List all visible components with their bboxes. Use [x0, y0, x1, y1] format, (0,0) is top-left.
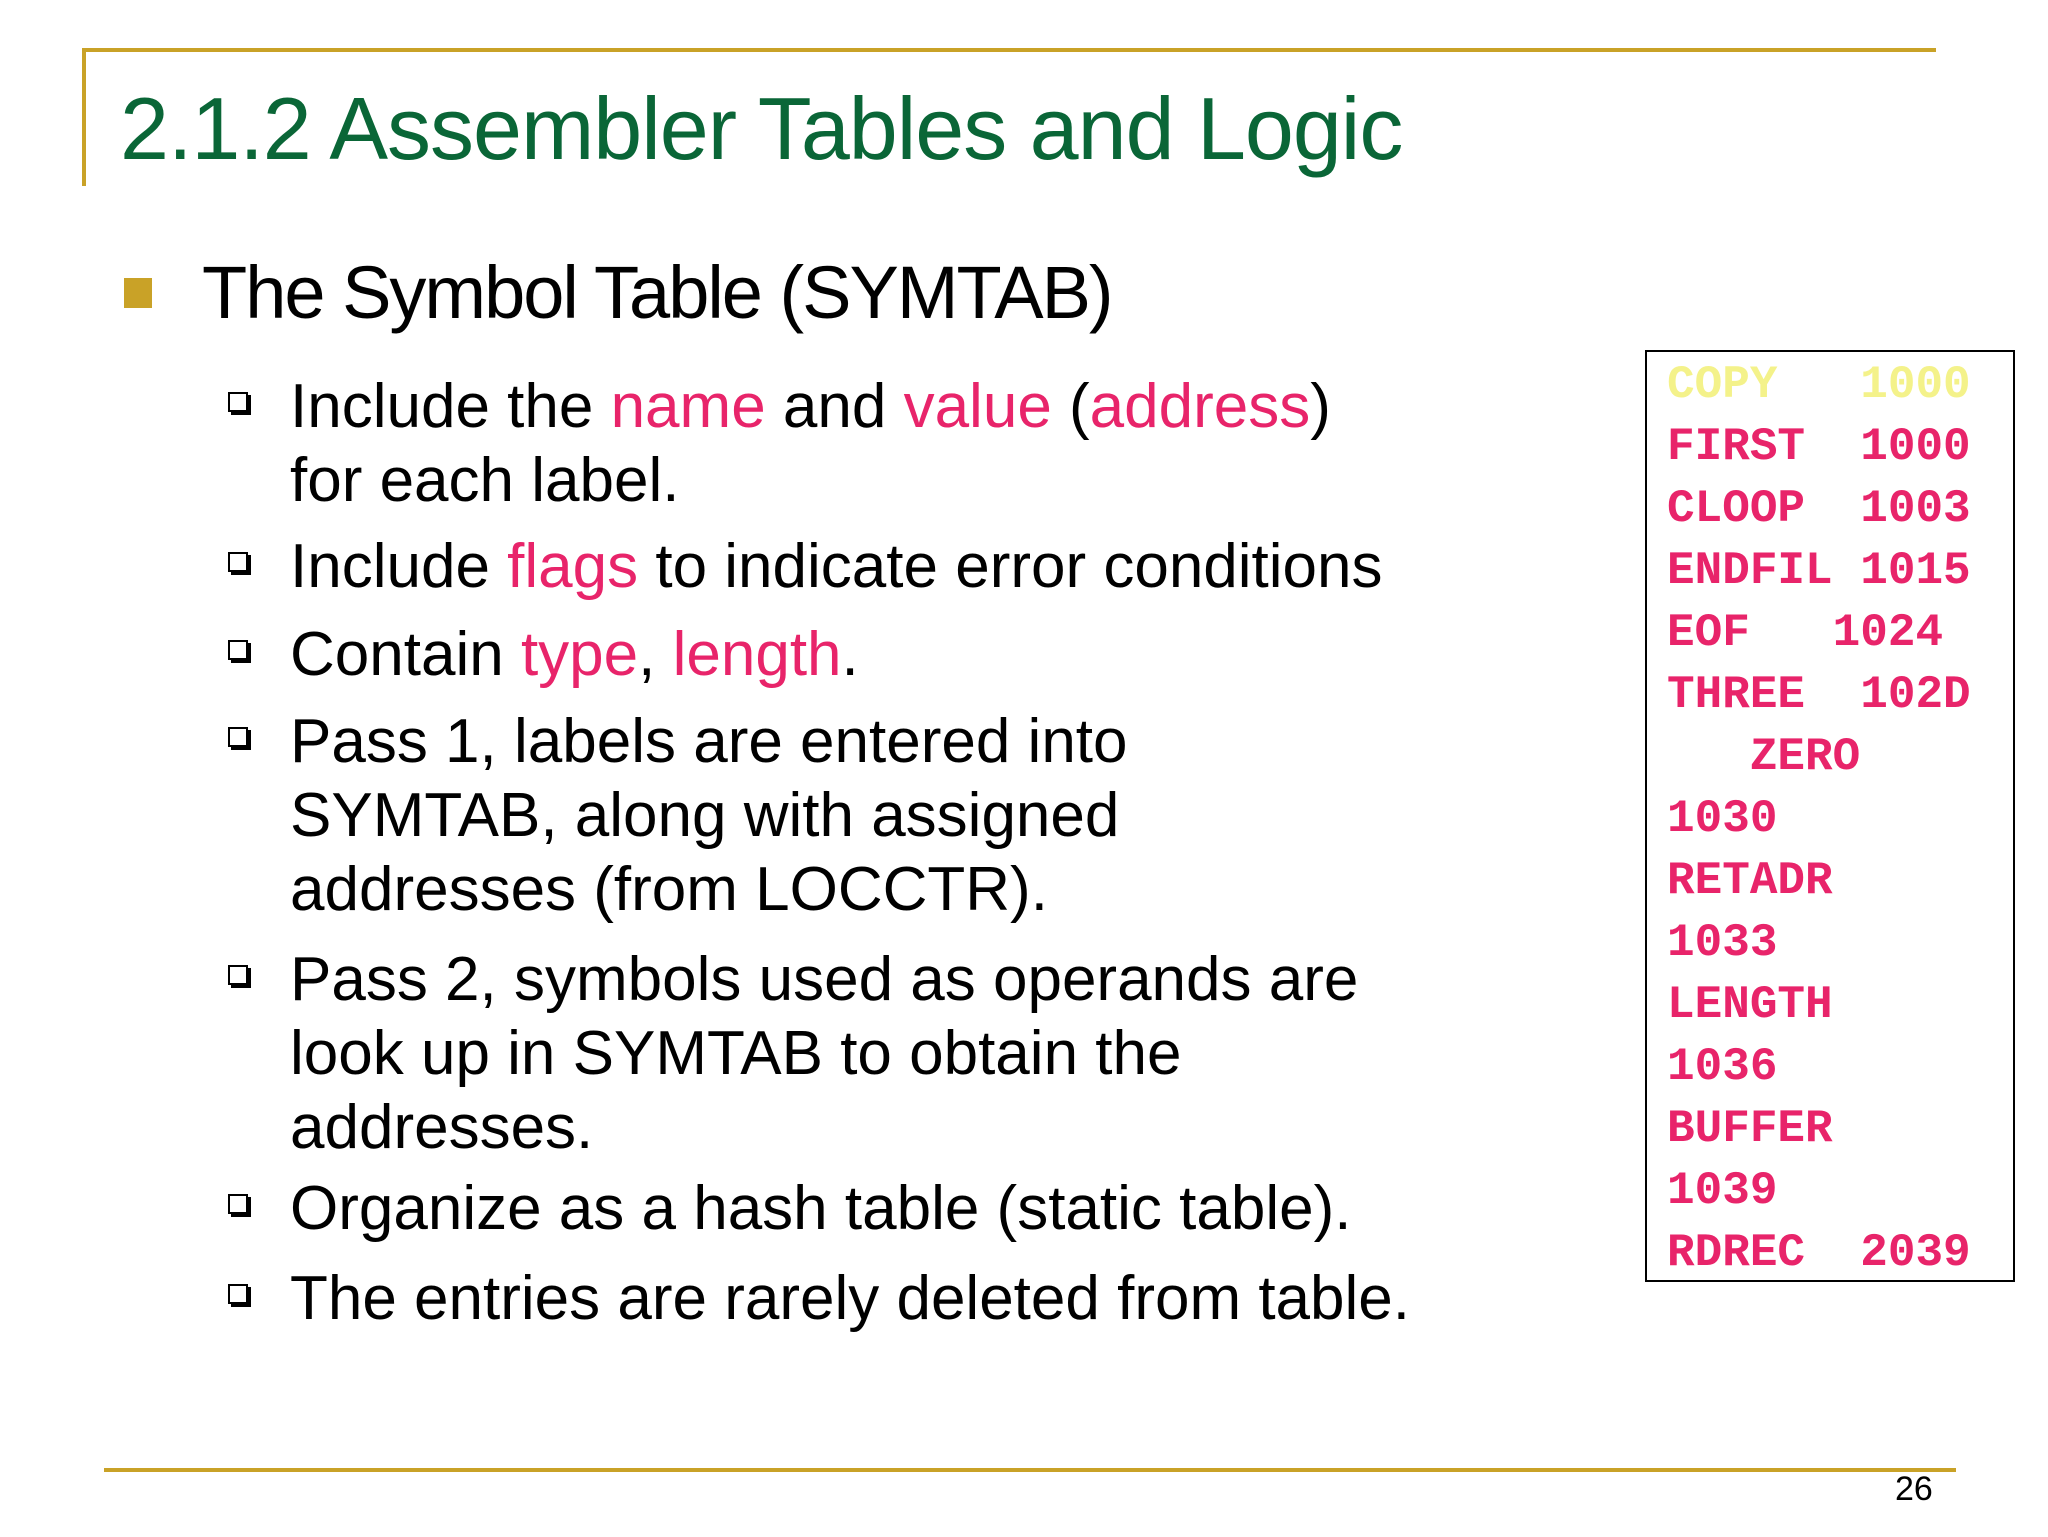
- bottom-rule: [104, 1468, 1956, 1472]
- sub-bullet-line: [290, 618, 859, 692]
- text-run: Pass 2, symbols used as operands are: [290, 945, 1359, 1014]
- highlight-term: type: [520, 620, 639, 689]
- sub-bullet-line: [290, 1017, 1358, 1091]
- main-bullet-text: The Symbol Table (SYMTAB): [202, 251, 1112, 334]
- text-run: Include the: [290, 372, 611, 441]
- text-run: and: [765, 372, 904, 441]
- symtab-entry: 1030: [1667, 793, 1778, 845]
- text-run: for each label.: [290, 446, 680, 515]
- hollow-square-bullet-icon: [228, 552, 248, 572]
- square-bullet-icon: [124, 278, 152, 308]
- highlight-term: value: [903, 372, 1052, 441]
- sub-bullet-line: [290, 705, 1128, 779]
- text-run: addresses.: [290, 1093, 594, 1162]
- hollow-square-bullet-icon: [228, 727, 248, 747]
- page-number: 26: [1895, 1470, 1933, 1508]
- symtab-entry: COPY 1000: [1667, 359, 1971, 411]
- sub-bullet-line: [290, 779, 1128, 853]
- text-run: to indicate error conditions: [638, 532, 1383, 601]
- hollow-square-bullet-icon: [228, 640, 248, 660]
- highlight-term: address: [1089, 372, 1311, 441]
- text-run: ,: [638, 620, 673, 689]
- slide-title: 2.1.2 Assembler Tables and Logic: [120, 79, 1403, 178]
- sub-bullet-line: [290, 530, 1383, 604]
- hollow-square-bullet-icon: [228, 965, 248, 985]
- hollow-square-bullet-icon: [228, 1194, 248, 1214]
- text-run: Organize as a hash table (static table).: [290, 1174, 1352, 1243]
- symtab-entry: LENGTH: [1667, 979, 1833, 1031]
- sub-bullet-text: [290, 1172, 1351, 1246]
- symtab-box: [1645, 350, 2015, 1282]
- sub-bullet-text: [290, 530, 1383, 604]
- symtab-entry: 1039: [1667, 1165, 1778, 1217]
- text-run: Contain: [290, 620, 521, 689]
- symtab-entry: 1036: [1667, 1041, 1778, 1093]
- top-rule: [82, 48, 1936, 52]
- text-run: addresses (from LOCCTR).: [290, 855, 1048, 924]
- sub-bullet-text: [290, 943, 1358, 1165]
- text-run: look up in SYMTAB to obtain the: [290, 1019, 1182, 1088]
- sub-bullet-text: [290, 618, 859, 692]
- symtab-entry: FIRST 1000: [1667, 421, 1971, 473]
- sub-bullet-line: [290, 1172, 1351, 1246]
- symtab-entry: RETADR: [1667, 855, 1833, 907]
- symtab-entry: 1033: [1667, 917, 1778, 969]
- symtab-entry: ENDFIL 1015: [1667, 545, 1971, 597]
- symtab-entry: EOF 1024: [1667, 607, 1944, 659]
- sub-bullet-line: [290, 853, 1128, 927]
- text-run: ): [1310, 372, 1331, 441]
- symtab-entry: RDREC 2039: [1667, 1227, 1971, 1279]
- text-run: SYMTAB, along with assigned: [290, 781, 1120, 850]
- left-rule: [82, 48, 86, 186]
- hollow-square-bullet-icon: [228, 392, 248, 412]
- sub-bullet-text: [290, 370, 1331, 518]
- symtab-entry: ZERO: [1667, 731, 1861, 783]
- sub-bullet-line: [290, 444, 1331, 518]
- text-run: The entries are rarely deleted from table.: [290, 1264, 1410, 1333]
- highlight-term: name: [610, 372, 766, 441]
- text-run: Include: [290, 532, 508, 601]
- hollow-square-bullet-icon: [228, 1284, 248, 1304]
- text-run: (: [1051, 372, 1090, 441]
- sub-bullet-line: [290, 943, 1358, 1017]
- text-run: .: [841, 620, 859, 689]
- sub-bullet-text: [290, 1262, 1410, 1336]
- text-run: Pass 1, labels are entered into: [290, 707, 1128, 776]
- symtab-entry: CLOOP 1003: [1667, 483, 1971, 535]
- symtab-entry: BUFFER: [1667, 1103, 1833, 1155]
- sub-bullet-text: [290, 705, 1128, 927]
- highlight-term: length: [672, 620, 842, 689]
- highlight-term: flags: [507, 532, 639, 601]
- symtab-entry: THREE 102D: [1667, 669, 1971, 721]
- sub-bullet-line: [290, 370, 1331, 444]
- sub-bullet-line: [290, 1262, 1410, 1336]
- sub-bullet-line: [290, 1091, 1358, 1165]
